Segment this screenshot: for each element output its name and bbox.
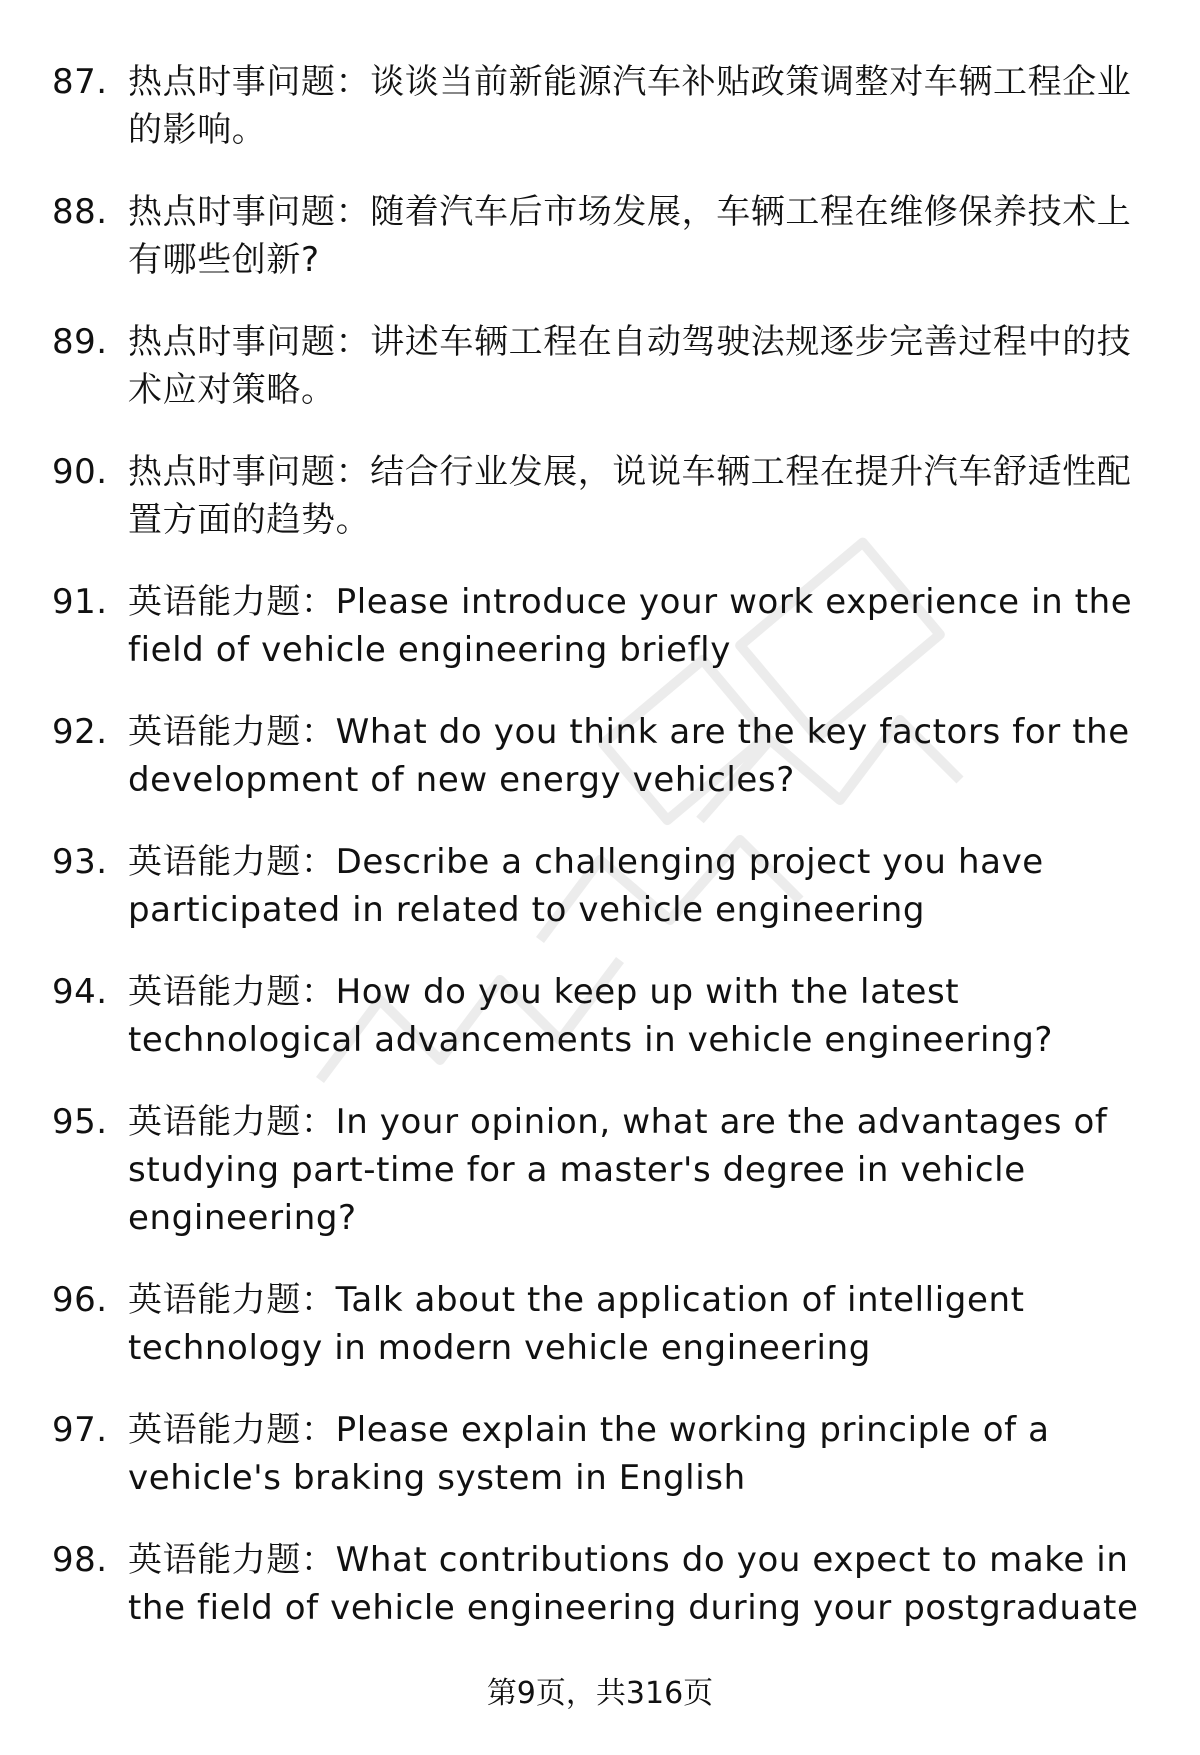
question-text: What do you think are the key factors for the development of new energy vehicles?: [128, 712, 1130, 800]
question-item: [52, 1098, 1152, 1242]
question-number: 97.: [52, 1410, 108, 1450]
question-number: 87.: [52, 62, 108, 102]
question-number: 95.: [52, 1102, 108, 1142]
question-body: [128, 318, 1152, 414]
question-item: [52, 58, 1152, 154]
question-body: [128, 708, 1152, 804]
question-text: Please introduce your work experience in the field of vehicle engineering briefly: [128, 582, 1133, 670]
question-number: 98.: [52, 1540, 108, 1580]
question-category: 英语能力题：: [128, 1280, 336, 1320]
question-item: [52, 838, 1152, 934]
question-number: 90.: [52, 452, 108, 492]
question-item: [52, 578, 1152, 674]
question-body: [128, 1098, 1152, 1242]
question-item: [52, 1536, 1152, 1632]
question-category: 英语能力题：: [128, 842, 336, 882]
question-text: Please explain the working principle of a vehicle's braking system in English: [128, 1410, 1050, 1498]
question-text: How do you keep up with the latest technological advancements in vehicle engineering?: [128, 972, 1054, 1060]
question-number: 89.: [52, 322, 108, 362]
question-category: 热点时事问题：: [128, 62, 371, 102]
question-body: [128, 968, 1152, 1064]
question-category: 英语能力题：: [128, 1540, 336, 1580]
question-item: [52, 968, 1152, 1064]
question-list: [52, 58, 1152, 1666]
question-item: [52, 448, 1152, 544]
question-category: 热点时事问题：: [128, 322, 371, 362]
question-category: 热点时事问题：: [128, 452, 371, 492]
page-footer: [0, 1674, 1200, 1714]
question-item: [52, 708, 1152, 804]
question-category: 英语能力题：: [128, 712, 336, 752]
question-text: 讲述车辆工程在自动驾驶法规逐步完善过程中的技术应对策略。: [128, 322, 1132, 410]
question-category: 英语能力题：: [128, 1102, 336, 1142]
question-item: [52, 1276, 1152, 1372]
question-item: [52, 1406, 1152, 1502]
question-number: 88.: [52, 192, 108, 232]
question-item: [52, 318, 1152, 414]
question-category: 英语能力题：: [128, 1410, 336, 1450]
question-number: 96.: [52, 1280, 108, 1320]
question-text: 随着汽车后市场发展，车辆工程在维修保养技术上有哪些创新?: [128, 192, 1132, 280]
question-body: [128, 838, 1152, 934]
question-text: Describe a challenging project you have participated in related to vehicle engineering: [128, 842, 1044, 930]
question-text: What contributions do you expect to make in the field of vehicle engineering during your postgraduate: [128, 1540, 1139, 1628]
question-number: 94.: [52, 972, 108, 1012]
question-body: [128, 1406, 1152, 1502]
question-text: 谈谈当前新能源汽车补贴政策调整对车辆工程企业的影响。: [128, 62, 1132, 150]
question-number: 93.: [52, 842, 108, 882]
question-category: 英语能力题：: [128, 972, 336, 1012]
question-body: [128, 58, 1152, 154]
question-category: 英语能力题：: [128, 582, 336, 622]
question-item: [52, 188, 1152, 284]
question-body: [128, 1536, 1152, 1632]
page-number-label: 第9页，共316页: [486, 1676, 714, 1711]
question-body: [128, 448, 1152, 544]
question-number: 91.: [52, 582, 108, 622]
question-text: Talk about the application of intelligent technology in modern vehicle engineering: [128, 1280, 1025, 1368]
question-text: In your opinion, what are the advantages of studying part-time for a master's degree in vehicle engineering?: [128, 1102, 1108, 1238]
question-body: [128, 188, 1152, 284]
question-text: 结合行业发展，说说车辆工程在提升汽车舒适性配置方面的趋势。: [128, 452, 1132, 540]
question-body: [128, 1276, 1152, 1372]
question-body: [128, 578, 1152, 674]
question-number: 92.: [52, 712, 108, 752]
question-category: 热点时事问题：: [128, 192, 371, 232]
